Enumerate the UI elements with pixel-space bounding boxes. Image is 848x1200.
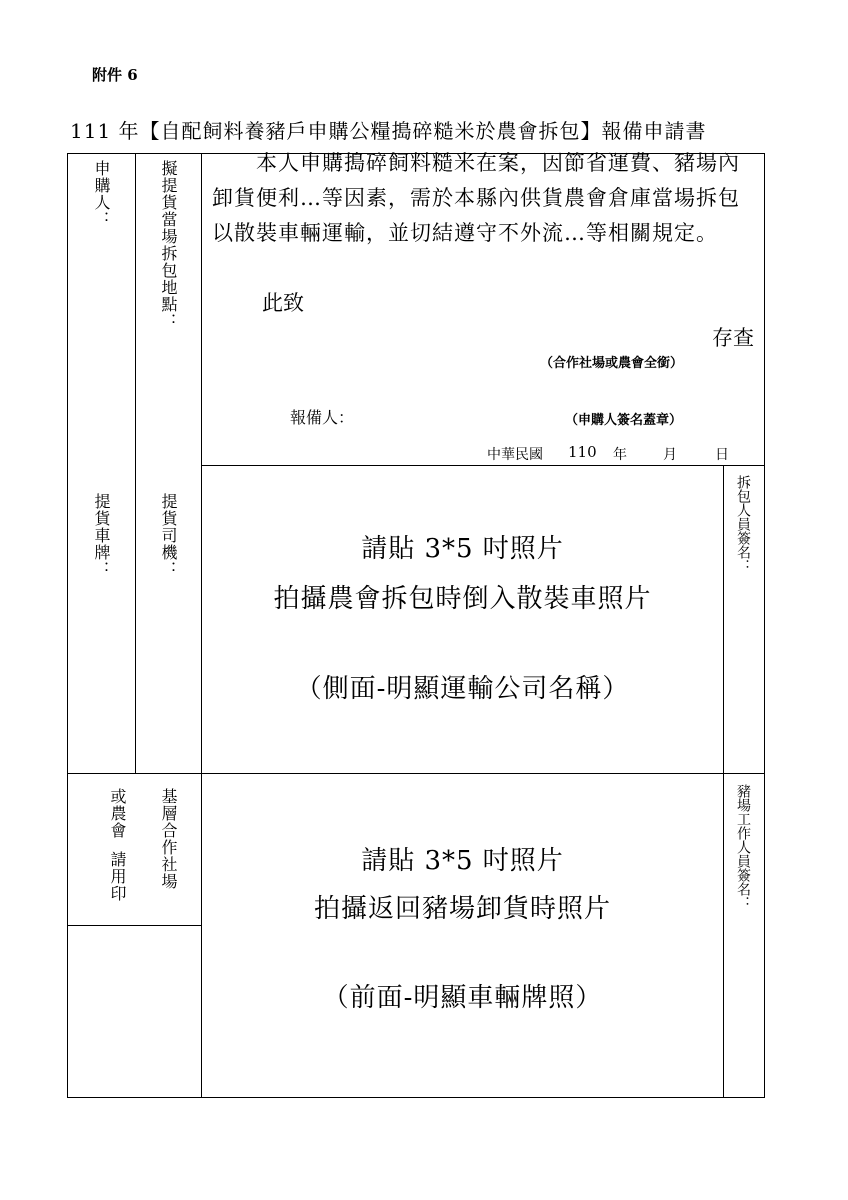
photo1-instruction: 請貼 3*5 吋照片 [361, 534, 564, 564]
photo2-instruction: 請貼 3*5 吋照片 [361, 846, 564, 876]
attachment-label: 附件 6 [92, 66, 138, 84]
stamp-label-left: 或農會 [108, 788, 127, 839]
unpack-location-label: 擬提貨當場拆包地點： [159, 160, 178, 330]
photo1-note: （側面-明顯運輸公司名稱） [295, 674, 630, 704]
plate-label: 提貨車牌： [92, 493, 111, 578]
date-day-unit: 日 [715, 447, 729, 463]
table-border-left [67, 153, 68, 1098]
divider-row-middle [67, 773, 765, 774]
coop-label: 基層合作社場 [159, 788, 178, 890]
photo2-subject: 拍攝返回豬場卸貨時照片 [313, 894, 611, 924]
unpack-signer-label: 拆包人員簽名： [735, 475, 751, 573]
photo1-subject: 拍攝農會拆包時倒入散裝車照片 [273, 584, 652, 614]
divider-row-declaration [201, 465, 765, 466]
table-border-right [764, 153, 765, 1098]
divider-col-3 [723, 465, 724, 1098]
date-year: 110 [568, 443, 597, 461]
declaration-closing: 此致 [262, 291, 304, 315]
photo2-note: （前面-明顯車輛牌照） [322, 983, 603, 1013]
declaration-body: 本人申購搗碎飼料糙米在案，因節省運費、豬場內卸貨便利…等因素，需於本縣內供貨農會倉庫當場拆包以散裝車輛運輸，並切結遵守不外流…等相關規定。 [212, 151, 740, 245]
divider-col-1 [135, 153, 136, 773]
form-title: 111 年【自配飼料養豬戶申購公糧搗碎糙米於農會拆包】報備申請書 [70, 119, 707, 143]
applicant-label: 申購人： [92, 160, 111, 228]
recipient-note: （合作社場或農會全銜） [540, 356, 684, 371]
driver-label: 提貨司機： [159, 493, 178, 578]
declaration-recipient: 存查 [712, 326, 754, 350]
date-year-unit: 年 [613, 447, 627, 463]
table-border-bottom [67, 1097, 765, 1098]
stamp-label-right: 請用印 [108, 851, 127, 902]
date-month-unit: 月 [663, 447, 677, 463]
date-prefix: 中華民國 [487, 447, 543, 463]
reporter-label: 報備人： [290, 408, 355, 427]
farm-signer-label: 豬場工作人員簽名： [735, 784, 751, 910]
reporter-note: （申購人簽名蓋章） [565, 413, 683, 428]
divider-row-stamp [67, 925, 201, 926]
divider-col-2 [201, 153, 202, 1098]
